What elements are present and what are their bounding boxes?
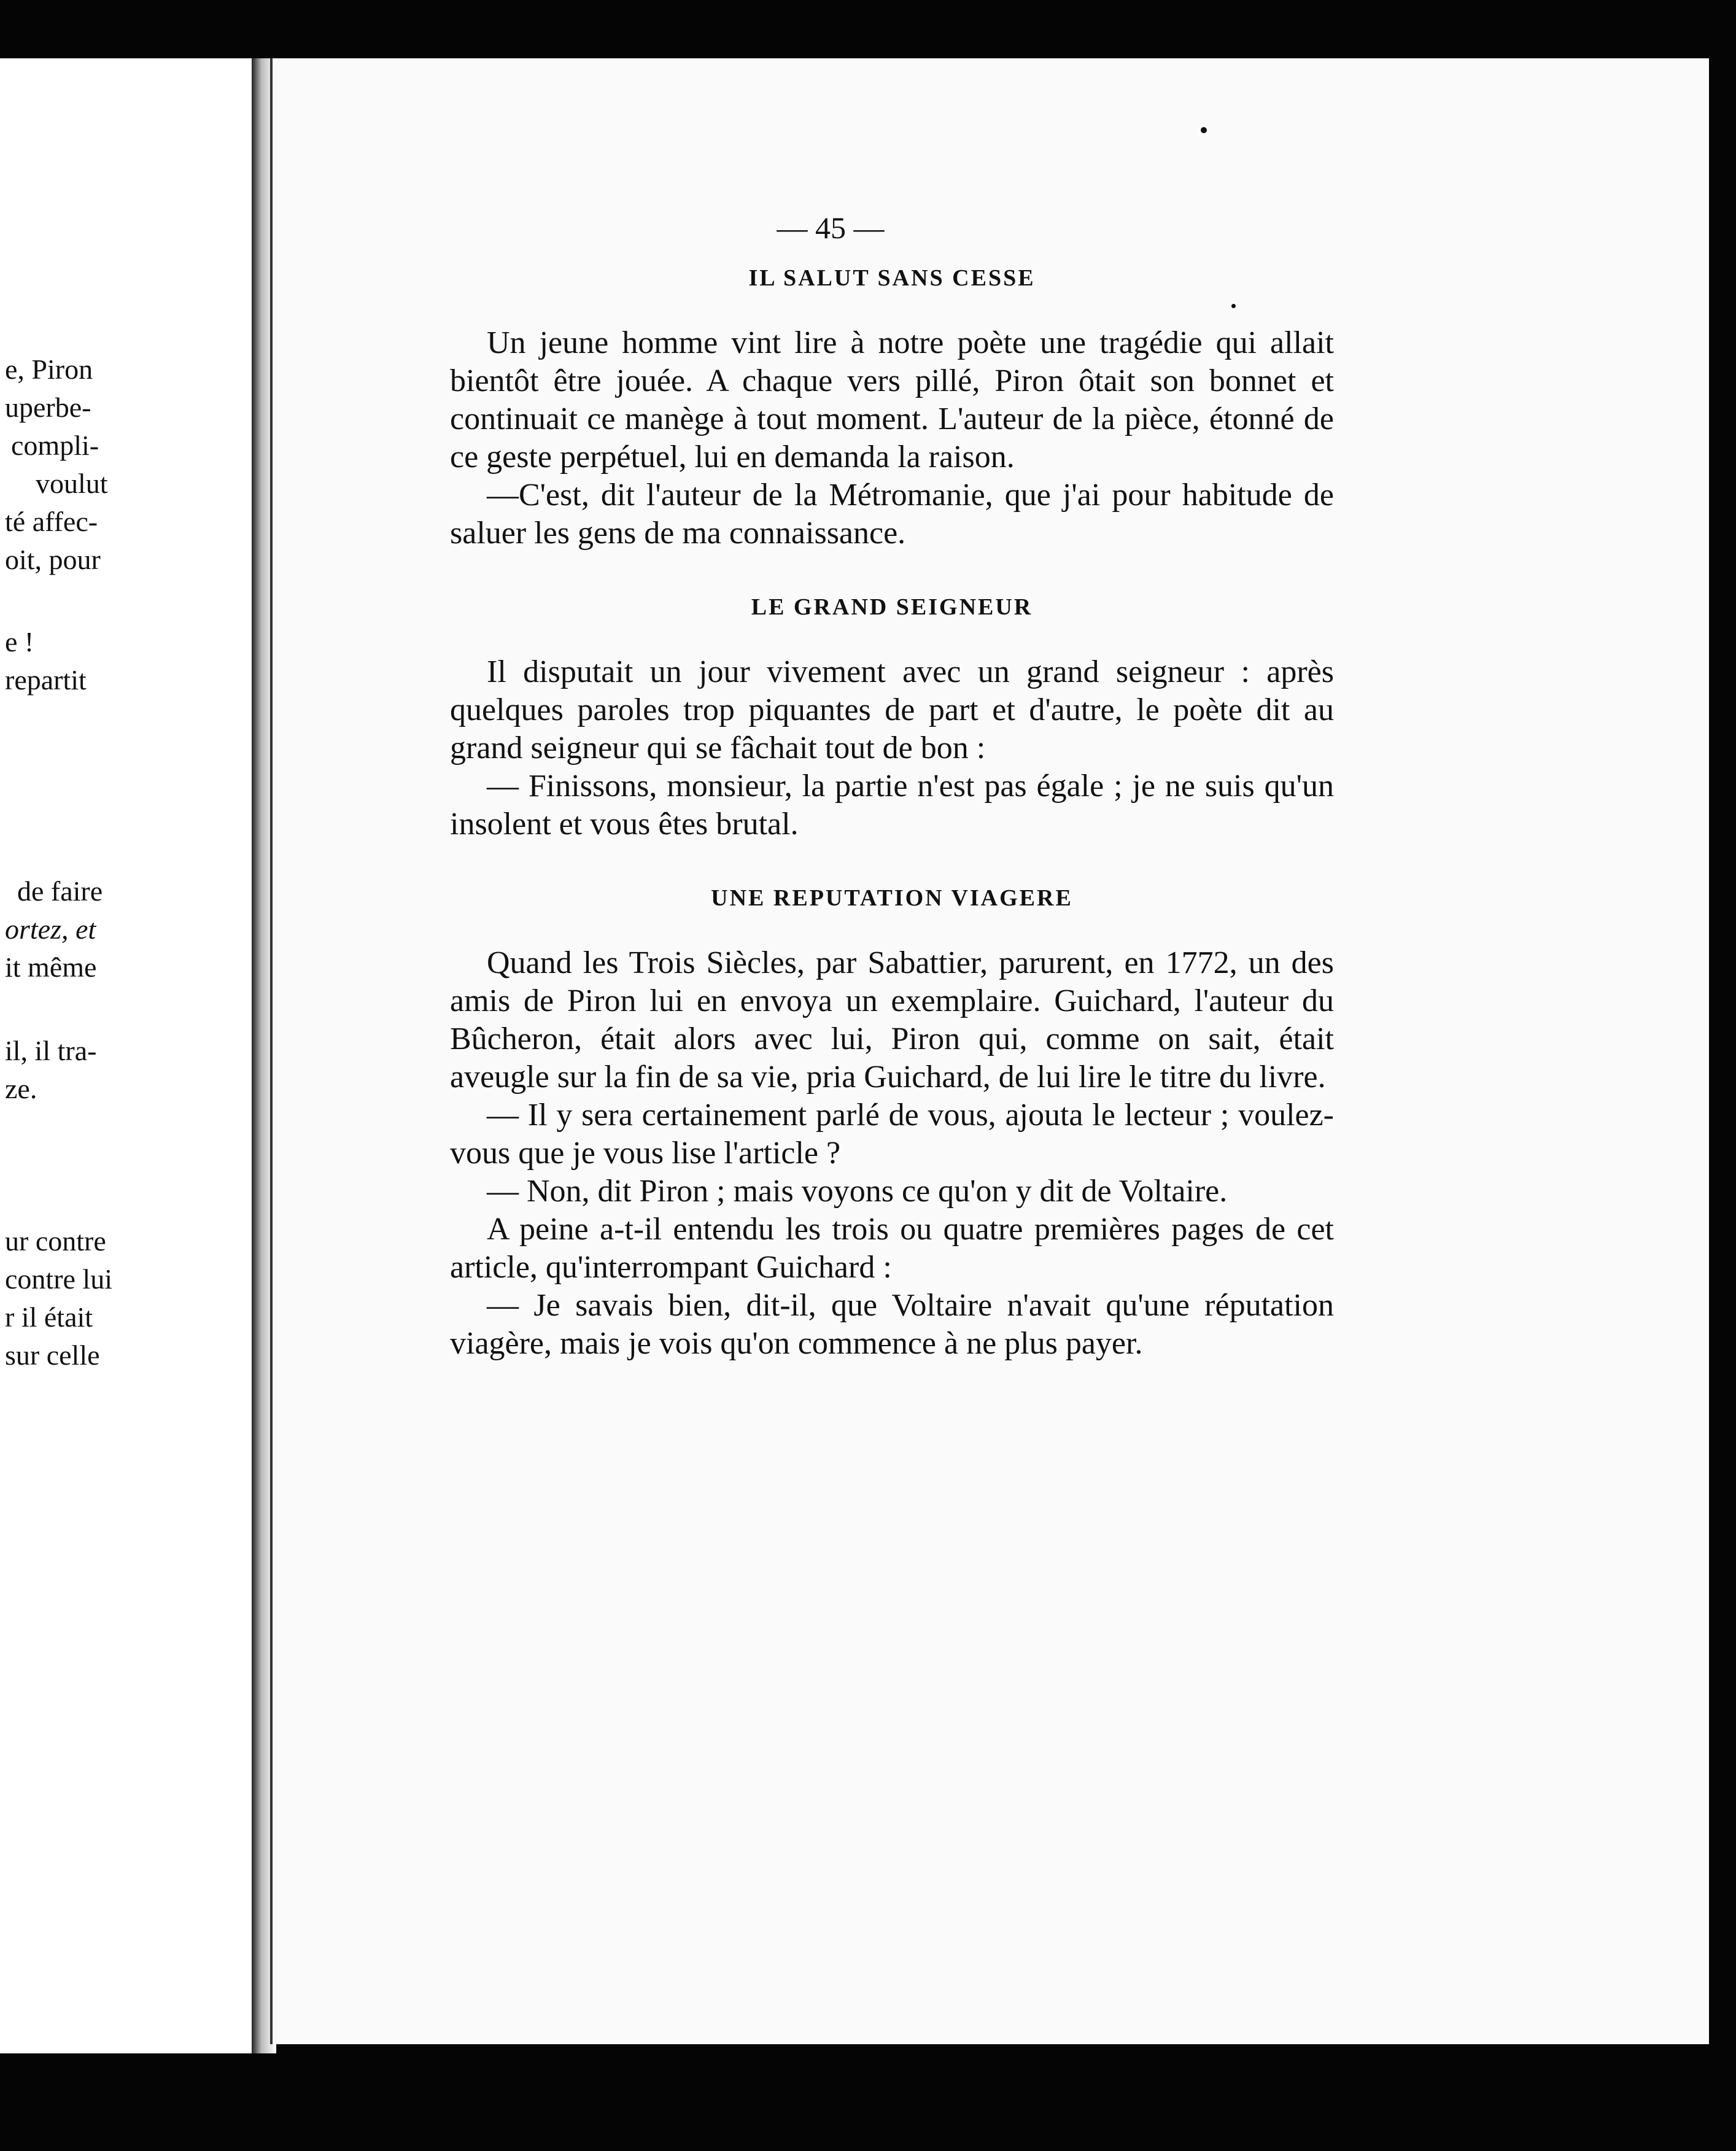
section-heading: UNE REPUTATION VIAGERE (711, 885, 1073, 911)
left-fragment-line: uperbe- (5, 392, 91, 423)
page-number: — 45 — (777, 211, 885, 245)
left-fragment-line: sur celle (5, 1339, 100, 1371)
page-text (450, 209, 1334, 1363)
left-fragment-line: e ! (5, 626, 34, 657)
left-fragment-line: il, il tra- (5, 1035, 97, 1066)
section-heading: LE GRAND SEIGNEUR (751, 594, 1033, 620)
paragraph: —C'est, dit l'auteur de la Métromanie, que j'ai pour habitude de saluer les gens de ma connaissance. (450, 478, 1334, 551)
left-fragment-line: ortez, et (5, 913, 96, 945)
paragraph: — Il y sera certainement parlé de vous, ajouta le lecteur ; voulez-vous que je vous lise l'article ? (450, 1098, 1334, 1171)
left-page-fragment (0, 58, 260, 2053)
left-fragment-line: ur contre (5, 1225, 106, 1257)
section-heading: IL SALUT SANS CESSE (748, 265, 1036, 291)
left-fragment-line: repartit (5, 664, 87, 696)
left-fragment-line: de faire (17, 875, 103, 907)
paragraph: — Finissons, monsieur, la partie n'est pas égale ; je ne suis qu'un insolent et vous êtes brutal. (450, 769, 1334, 842)
left-fragment-line: té affec- (5, 506, 98, 537)
left-fragment-line: compli- (11, 430, 99, 461)
paragraph: — Je savais bien, dit-il, que Voltaire n'avait qu'une réputation viagère, mais je vois qu'on commence à ne plus payer. (450, 1288, 1334, 1361)
paragraph: Il disputait un jour vivement avec un grand seigneur : après quelques paroles trop piquantes de part et d'autre, le poète dit au grand seigneur qui se fâchait tout de bon : (450, 654, 1334, 765)
ink-speck (1201, 127, 1207, 133)
paragraph: Un jeune homme vint lire à notre poète une tragédie qui allait bientôt être jouée. A chaque vers pillé, Piron ôtait son bonnet et continuait ce manège à tout moment. L'auteur de la pièce, étonné de ce geste perpétuel, lui en demanda la raison. (450, 325, 1334, 475)
left-fragment-line: oit, pour (5, 544, 101, 575)
paragraph: A peine a-t-il entendu les trois ou quatre premières pages de cet article, qu'interrompant Guichard : (450, 1212, 1334, 1285)
left-fragment-line: contre lui (5, 1263, 112, 1295)
left-fragment-line: ze. (5, 1073, 37, 1104)
paragraph: Quand les Trois Siècles, par Sabattier, parurent, en 1772, un des amis de Piron lui en envoya un exemplaire. Guichard, l'auteur du Bûcheron, était alors avec lui, Piron qui, comme on sait, était aveugle sur la fin de sa vie, pria Guichard, de lui lire le titre du livre. (450, 945, 1334, 1095)
left-fragment-line: e, Piron (5, 354, 93, 385)
left-fragment-line: r il était (5, 1301, 93, 1333)
paragraph: — Non, dit Piron ; mais voyons ce qu'on y dit de Voltaire. (487, 1174, 1228, 1209)
left-fragment-line: it même (5, 951, 97, 983)
left-fragment-line: voulut (36, 468, 108, 499)
